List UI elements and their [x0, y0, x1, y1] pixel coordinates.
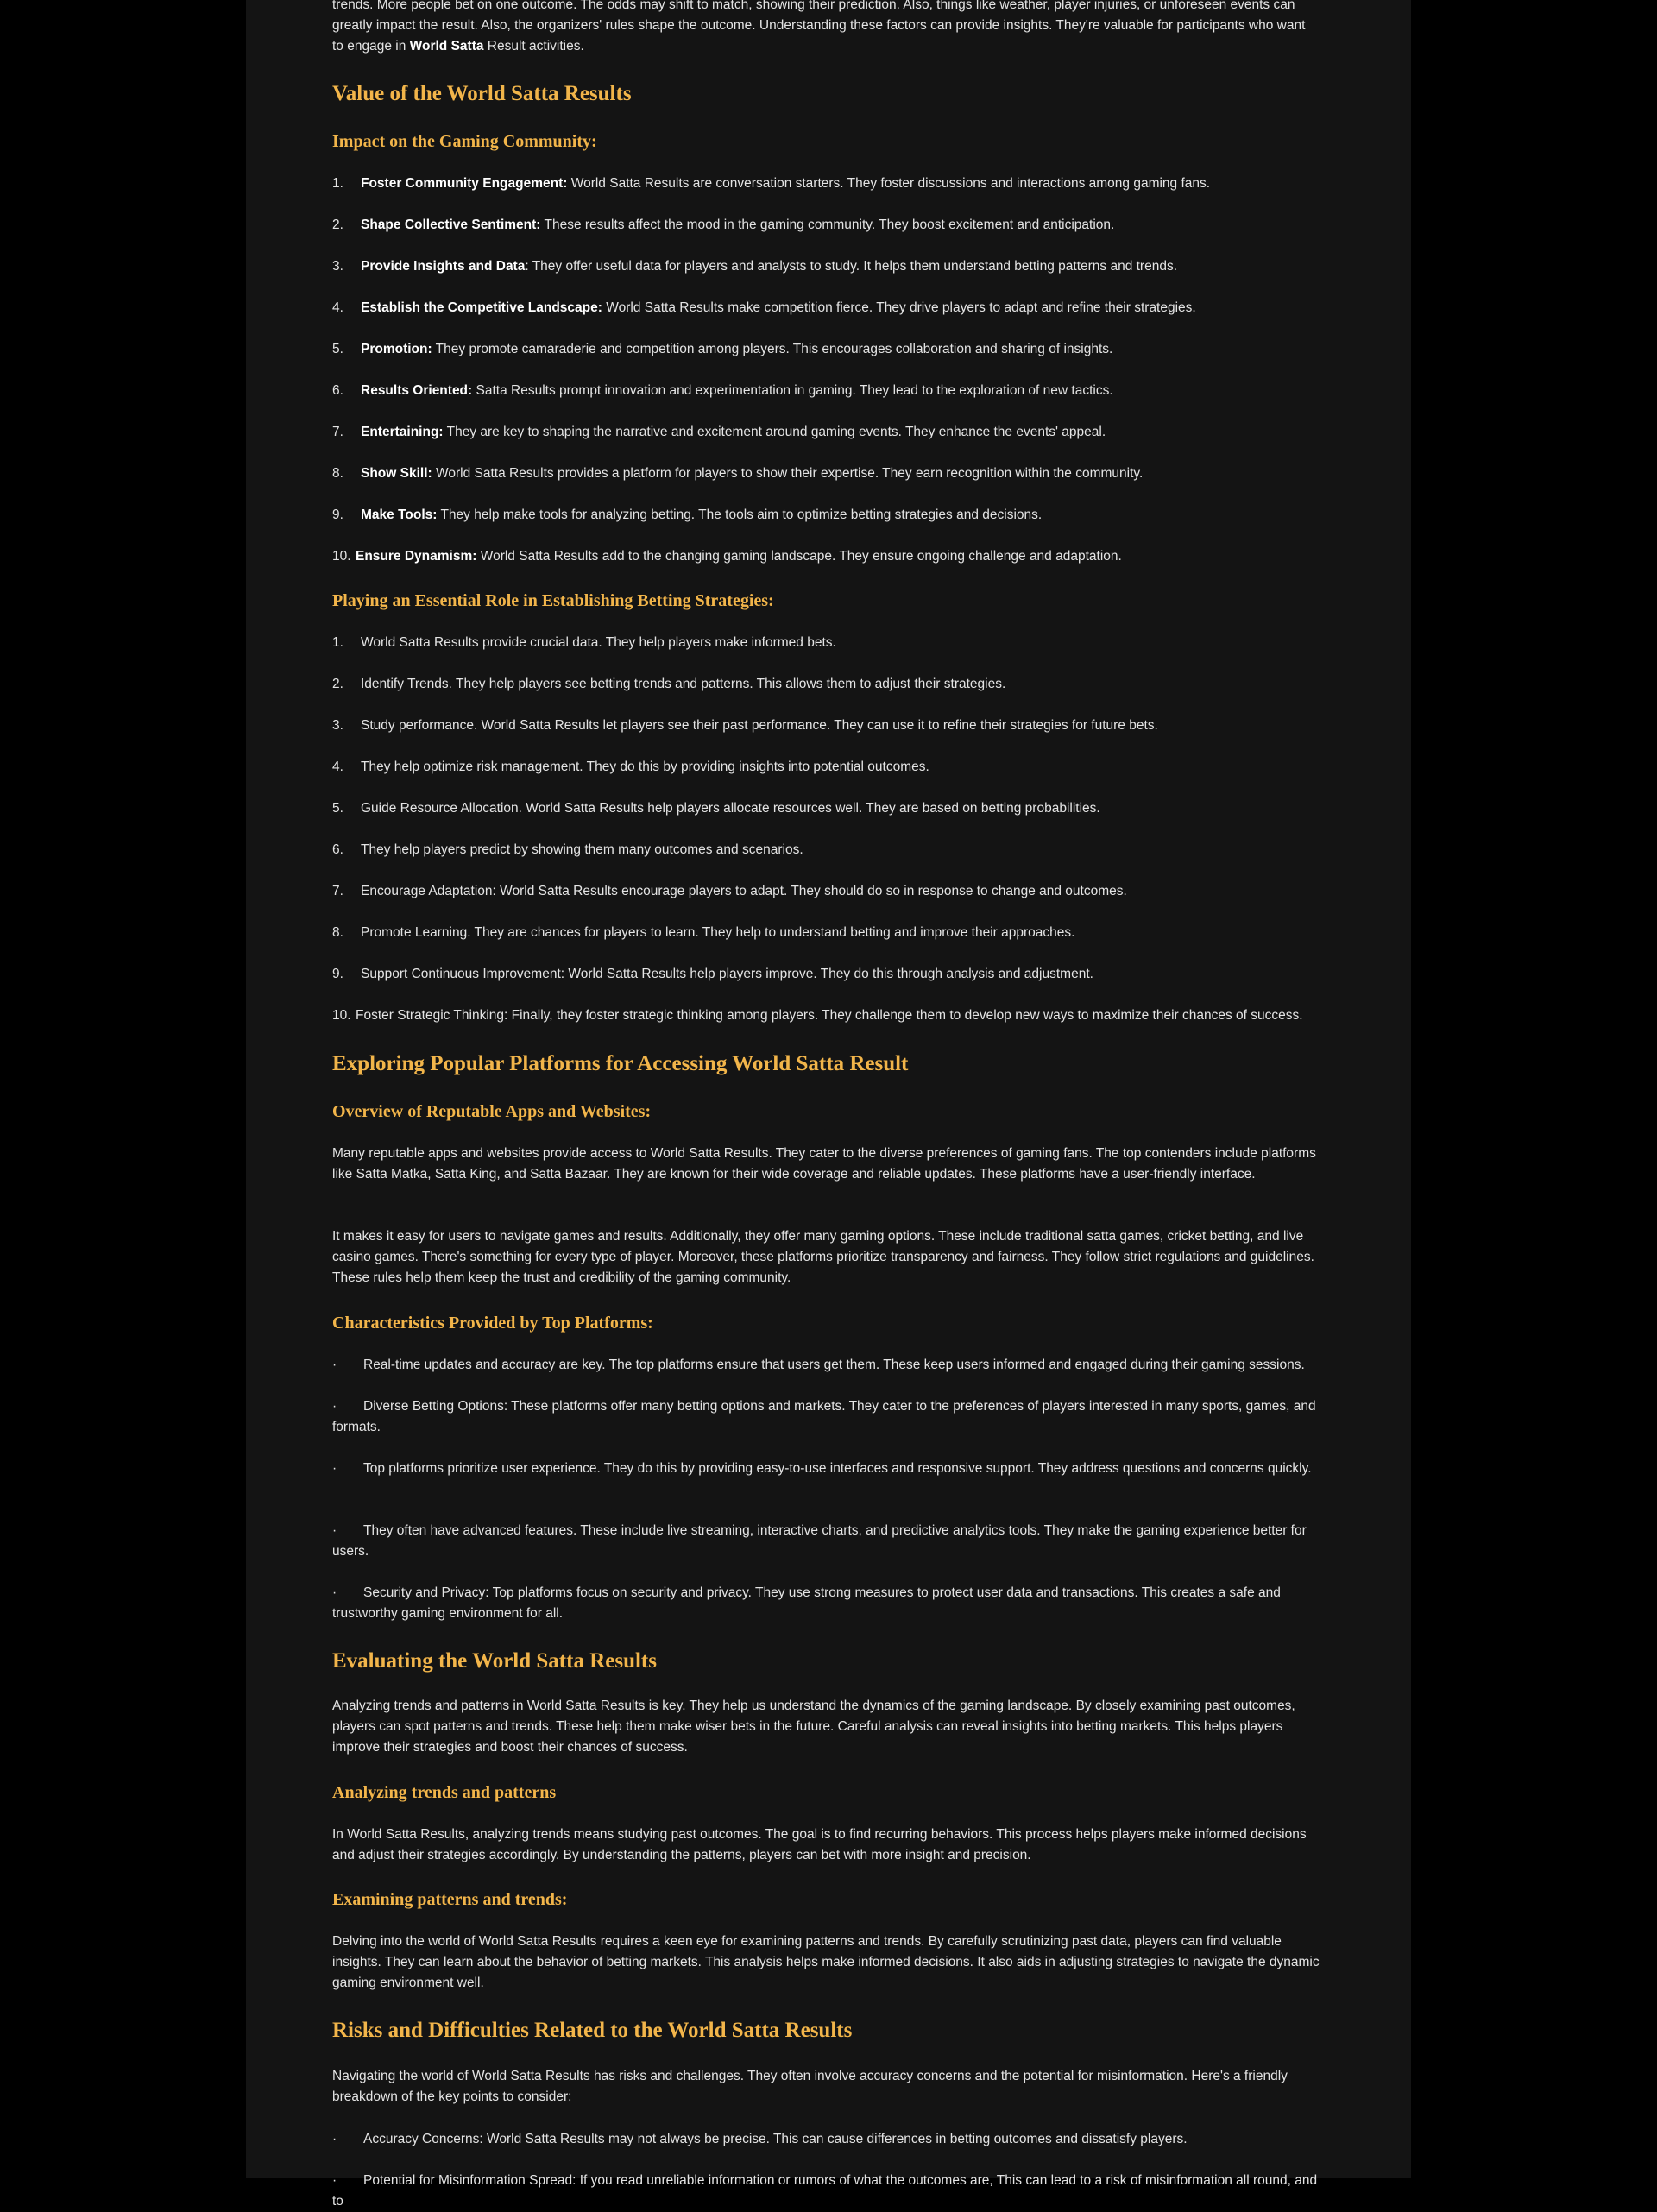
list-item-text: They often have advanced features. These include live streaming, interactive charts, and predictive analytics tools. They make the gaming experience better for users. [332, 1523, 1307, 1559]
list-item [332, 256, 1177, 277]
list-item [332, 2129, 1325, 2150]
heading-strategies: Playing an Essential Role in Establishing Betting Strategies: [332, 591, 774, 610]
list-item-title: Show Skill: [361, 466, 432, 481]
intro-paragraph [332, 0, 1325, 57]
list-item-text: Real-time updates and accuracy are key. The top platforms ensure that users get them. These keep users informed and engaged during their gaming sessions. [363, 1358, 1305, 1372]
list-item-title: Establish the Competitive Landscape: [361, 300, 602, 315]
list-number: 9. [332, 507, 343, 522]
list-item [332, 298, 1196, 318]
list-item [332, 2171, 1325, 2212]
list-item [332, 1521, 1325, 1562]
bullet: · [332, 1399, 337, 1414]
list-number: 3. [332, 718, 343, 733]
list-item-text: Diverse Betting Options: These platforms offer many betting options and markets. They cater to the preferences of players interested in many sports, games, and formats. [332, 1399, 1316, 1434]
intro-line-3-end: Result activities. [483, 39, 584, 54]
list-item-title: Ensure Dynamism: [356, 549, 477, 564]
list-item [332, 1355, 1325, 1376]
list-item [332, 964, 1093, 985]
list-item-text: Satta Results prompt innovation and experimentation in gaming. They lead to the exploration of new tactics. [472, 383, 1113, 398]
heading-evaluating: Evaluating the World Satta Results [332, 1649, 657, 1673]
examining-paragraph: Delving into the world of World Satta Results requires a keen eye for examining patterns and trends. By carefully scrutinizing past data, players can find valuable insights. They can learn about the behavior of betting markets. This analysis helps make informed decisions. It also aids in adjusting strategies to navigate the dynamic gaming environment well. [332, 1934, 1320, 1990]
list-item-text: They help players predict by showing them many outcomes and scenarios. [361, 842, 803, 857]
list-number: 2. [332, 677, 343, 691]
bullet: · [332, 2173, 337, 2188]
list-item-text: World Satta Results add to the changing gaming landscape. They ensure ongoing challenge and adaptation. [476, 549, 1122, 564]
list-item [332, 381, 1113, 401]
list-number: 3. [332, 259, 343, 274]
intro-bold-world-satta: World Satta [409, 39, 484, 54]
list-number: 4. [332, 300, 343, 315]
intro-line-3 [332, 36, 1325, 57]
list-number: 6. [332, 842, 343, 857]
list-item [332, 798, 1100, 819]
list-number: 5. [332, 801, 343, 816]
intro-line-2: greatly impact the result. Also, the organizers' rules shape the outcome. Understanding these factors can provide insights. They're valuable for participants who want [332, 18, 1306, 33]
list-item-text: Accuracy Concerns: World Satta Results may not always be precise. This can cause differences in betting outcomes and dissatisfy players. [363, 2132, 1188, 2146]
list-item [332, 633, 836, 653]
list-item [332, 1396, 1325, 1438]
list-number: 8. [332, 466, 343, 481]
heading-overview: Overview of Reputable Apps and Websites: [332, 1102, 652, 1121]
list-item [332, 1583, 1325, 1624]
list-item [332, 1005, 1303, 1026]
heading-value: Value of the World Satta Results [332, 82, 632, 105]
list-item-text: World Satta Results are conversation starters. They foster discussions and interactions among gaming fans. [567, 176, 1211, 191]
list-item [332, 715, 1158, 736]
list-number: 7. [332, 425, 343, 439]
list-item [332, 339, 1112, 360]
list-number: 9. [332, 967, 343, 981]
list-number: 10. [332, 1008, 351, 1023]
list-item [332, 881, 1127, 902]
heading-risks: Risks and Difficulties Related to the World Satta Results [332, 2019, 853, 2042]
list-item-text: Guide Resource Allocation. World Satta Results help players allocate resources well. They are based on betting probabilities. [361, 801, 1100, 816]
list-item-text: Foster Strategic Thinking: Finally, they foster strategic thinking among players. They challenge them to develop new ways to maximize their chances of success. [356, 1008, 1303, 1023]
list-number: 4. [332, 759, 343, 774]
list-item-title: Results Oriented: [361, 383, 473, 398]
list-item-text: World Satta Results make competition fierce. They drive players to adapt and refine their strategies. [602, 300, 1196, 315]
heading-examining: Examining patterns and trends: [332, 1890, 568, 1909]
overview-paragraph-1: Many reputable apps and websites provide access to World Satta Results. They cater to the diverse preferences of gaming fans. The top contenders include platforms like Satta Matka, Satta King, and Satta Bazaar. They are known for their wide coverage and reliable updates. These platforms have a user-friendly interface. [332, 1146, 1316, 1182]
bullet: · [332, 2132, 337, 2146]
intro-line-3-text: to engage in [332, 39, 410, 54]
heading-analyzing: Analyzing trends and patterns [332, 1783, 557, 1802]
bullet: · [332, 1461, 337, 1476]
list-number: 7. [332, 884, 343, 898]
list-item-text: Study performance. World Satta Results let players see their past performance. They can use it to refine their strategies for future bets. [361, 718, 1158, 733]
list-item-text: They are key to shaping the narrative and excitement around gaming events. They enhance the events' appeal. [443, 425, 1106, 439]
list-number: 6. [332, 383, 343, 398]
list-item-text: They help optimize risk management. They do this by providing insights into potential outcomes. [361, 759, 929, 774]
list-item-title: Provide Insights and Data [361, 259, 526, 274]
list-item-text: Potential for Misinformation Spread: If you read unreliable information or rumors of what the outcomes are, This can lead to a risk of misinformation all round, and to [332, 2173, 1318, 2209]
list-item-title: Foster Community Engagement: [361, 176, 568, 191]
list-number: 2. [332, 217, 343, 232]
list-item [332, 215, 1114, 236]
risks-paragraph: Navigating the world of World Satta Results has risks and challenges. They often involve accuracy concerns and the potential for misinformation. Here's a friendly breakdown of the key points to consider: [332, 2069, 1288, 2104]
list-item-text: These results affect the mood in the gaming community. They boost excitement and anticipation. [540, 217, 1115, 232]
list-item [332, 173, 1210, 194]
overview-paragraph-2: It makes it easy for users to navigate games and results. Additionally, they offer many gaming options. These include traditional satta games, cricket betting, and live casino games. There's something for every type of player. Moreover, these platforms prioritize transparency and fairness. They follow strict regulations and guidelines. These rules help them keep the trust and credibility of the gaming community. [332, 1229, 1314, 1285]
list-item [332, 1459, 1325, 1479]
list-item [332, 546, 1122, 567]
list-item [332, 422, 1106, 443]
list-item-title: Entertaining: [361, 425, 444, 439]
list-item-text: World Satta Results provides a platform for players to show their expertise. They earn recognition within the community. [432, 466, 1144, 481]
list-item [332, 505, 1042, 526]
list-item-text: Support Continuous Improvement: World Satta Results help players improve. They do this through analysis and adjustment. [361, 967, 1093, 981]
list-item [332, 463, 1143, 484]
list-item [332, 757, 929, 778]
intro-line-1: trends. More people bet on one outcome. The odds may shift to match, showing their prediction. Also, things like weather, player injuries, or unforeseen events can [332, 0, 1295, 12]
list-item-text: They help make tools for analyzing betting. The tools aim to optimize betting strategies and decisions. [437, 507, 1043, 522]
list-item-title: Promotion: [361, 342, 432, 356]
analyzing-paragraph: In World Satta Results, analyzing trends means studying past outcomes. The goal is to find recurring behaviors. This process helps players make informed decisions and adjust their strategies accordingly. By understanding the patterns, players can bet with more insight and precision. [332, 1827, 1307, 1862]
list-item [332, 840, 803, 860]
list-item-text: Encourage Adaptation: World Satta Results encourage players to adapt. They should do so in response to change and outcomes. [361, 884, 1127, 898]
list-item-title: Shape Collective Sentiment: [361, 217, 541, 232]
list-number: 5. [332, 342, 343, 356]
heading-characteristics: Characteristics Provided by Top Platforms: [332, 1314, 653, 1333]
list-item [332, 674, 1005, 695]
heading-impact: Impact on the Gaming Community: [332, 132, 597, 151]
bullet: · [332, 1585, 337, 1600]
heading-platforms: Exploring Popular Platforms for Accessing World Satta Result [332, 1052, 909, 1075]
list-number: 1. [332, 635, 343, 650]
bullet: · [332, 1358, 337, 1372]
article-page [246, 0, 1411, 2209]
list-item-text: Identify Trends. They help players see betting trends and patterns. This allows them to adjust their strategies. [361, 677, 1006, 691]
list-item-text: They promote camaraderie and competition among players. This encourages collaboration and sharing of insights. [432, 342, 1113, 356]
list-number: 10. [332, 549, 351, 564]
list-item-title: Make Tools: [361, 507, 438, 522]
bullet: · [332, 1523, 337, 1538]
list-item-text: Promote Learning. They are chances for players to learn. They help to understand betting and improve their approaches. [361, 925, 1075, 940]
list-item-text: Security and Privacy: Top platforms focus on security and privacy. They use strong measures to protect user data and transactions. This creates a safe and trustworthy gaming environment for all. [332, 1585, 1281, 1621]
list-number: 8. [332, 925, 343, 940]
list-item-text: World Satta Results provide crucial data. They help players make informed bets. [361, 635, 836, 650]
list-item [332, 923, 1074, 943]
list-item-text: : They offer useful data for players and analysts to study. It helps them understand betting patterns and trends. [525, 259, 1178, 274]
list-item-text: Top platforms prioritize user experience. They do this by providing easy-to-use interfaces and responsive support. They address questions and concerns quickly. [363, 1461, 1312, 1476]
list-number: 1. [332, 176, 343, 191]
evaluating-paragraph: Analyzing trends and patterns in World Satta Results is key. They help us understand the dynamics of the gaming landscape. By closely examining past outcomes, players can spot patterns and trends. These help them make wiser bets in the future. Careful analysis can reveal insights into betting markets. This helps players improve their strategies and boost their chances of success. [332, 1698, 1295, 1755]
